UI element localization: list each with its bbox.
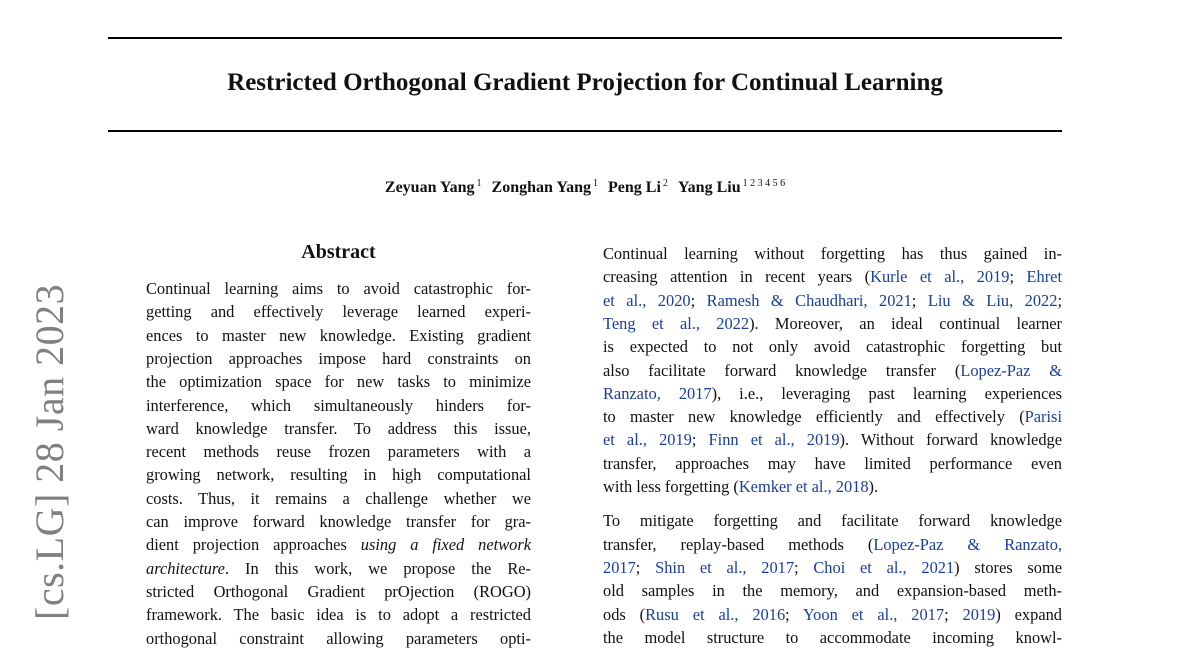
text-run: ). Without forward knowledge xyxy=(839,430,1062,450)
citation-link[interactable]: Ramesh & Chaudhari, 2021 xyxy=(706,290,912,310)
citation-link[interactable]: Ranzato, 2017 xyxy=(603,383,712,403)
text-run: To mitigate forgetting and facilitate forward knowledge xyxy=(603,511,1062,531)
text-run: ; xyxy=(944,604,963,624)
text-run: creasing attention in recent years ( xyxy=(603,267,871,287)
text-line xyxy=(146,347,531,370)
text-run: costs. Thus, it remains a challenge whether we xyxy=(146,488,531,508)
text-run: recent methods reuse frozen parameters with a xyxy=(146,442,531,462)
citation-link[interactable]: Shin et al., 2017 xyxy=(655,557,795,577)
emphasis-text: architecture xyxy=(146,558,225,578)
text-run: also facilitate forward knowledge transfer ( xyxy=(603,360,961,380)
text-run: ; xyxy=(794,557,814,577)
text-line xyxy=(146,370,531,393)
text-run: getting and effectively leverage learned experi- xyxy=(146,302,531,322)
arxiv-stamp: [cs.LG] 28 Jan 2023 xyxy=(27,283,72,620)
text-run: transfer, approaches may have limited performance even xyxy=(603,453,1062,473)
title-top-rule xyxy=(108,37,1062,39)
citation-link[interactable]: Parisi xyxy=(1024,407,1062,427)
text-run: framework. The basic idea is to adopt a restricted xyxy=(146,605,531,625)
text-run: is expected to not only avoid catastrophic forgetting but xyxy=(603,337,1062,357)
text-run: stricted Orthogonal Gradient prOjection (ROGO) xyxy=(146,581,531,601)
text-line xyxy=(146,487,531,510)
citation-link[interactable]: Kemker et al., 2018 xyxy=(738,477,869,496)
text-line xyxy=(603,265,1062,288)
abstract-heading: Abstract xyxy=(301,241,376,263)
text-line xyxy=(603,359,1062,382)
citation-link[interactable]: Kurle et al., 2019 xyxy=(870,267,1010,287)
text-line xyxy=(146,277,531,300)
text-run: ; xyxy=(1057,290,1062,310)
text-run: projection approaches impose hard constraints on xyxy=(146,348,531,368)
text-line xyxy=(146,580,531,603)
citation-link[interactable]: Teng et al., 2022 xyxy=(603,313,750,333)
text-run: Continual learning aims to avoid catastrophic for- xyxy=(146,279,531,298)
text-run: ). Moreover, an ideal continual learner xyxy=(749,313,1063,333)
text-run: ences to master new knowledge. Existing gradient xyxy=(146,325,531,345)
text-run: ; xyxy=(1009,267,1027,287)
text-run: ods ( xyxy=(603,604,646,624)
text-line xyxy=(603,312,1062,335)
text-run: ), i.e., leveraging past learning experiences xyxy=(711,383,1062,403)
text-line xyxy=(146,510,531,533)
text-line xyxy=(603,509,1062,532)
text-line xyxy=(146,440,531,463)
citation-link[interactable]: Choi et al., 2021 xyxy=(813,557,955,577)
text-line xyxy=(603,475,1062,498)
text-line xyxy=(603,289,1062,312)
text-run: to master new knowledge efficiently and effectively ( xyxy=(603,407,1025,427)
text-run: ward knowledge transfer. To address this issue, xyxy=(146,418,531,438)
author-affiliation: 1 xyxy=(476,178,482,189)
text-run: can improve forward knowledge transfer for gra- xyxy=(146,512,531,531)
text-line xyxy=(603,579,1062,602)
citation-link[interactable]: Yoon et al., 2017 xyxy=(802,604,945,624)
text-run: the model structure to accommodate incoming knowl- xyxy=(603,627,1062,647)
text-line xyxy=(603,335,1062,358)
author-affiliation: 1 xyxy=(593,178,598,189)
author-affiliation: 1 2 3 4 5 6 xyxy=(742,178,786,189)
text-line xyxy=(603,405,1062,428)
text-line xyxy=(603,452,1062,475)
text-run: ) stores some xyxy=(954,557,1062,577)
text-line xyxy=(146,300,531,323)
text-line xyxy=(603,603,1062,626)
text-run: interference, which simultaneously hinders for- xyxy=(146,395,531,415)
text-run: ) expand xyxy=(995,604,1062,624)
citation-link[interactable]: Ehret xyxy=(1026,267,1062,287)
text-line xyxy=(146,394,531,417)
citation-link[interactable]: 2019 xyxy=(962,604,996,624)
paper-title: Restricted Orthogonal Gradient Projection for Continual Learning xyxy=(227,69,943,96)
citation-link[interactable]: Rusu et al., 2016 xyxy=(645,604,786,624)
text-line xyxy=(603,242,1062,265)
citation-link[interactable]: Lopez-Paz & xyxy=(960,360,1062,380)
text-line xyxy=(146,603,531,626)
citation-link[interactable]: Liu & Liu, 2022 xyxy=(927,290,1058,310)
author-name: Peng Li $^2$ xyxy=(608,178,668,196)
text-line xyxy=(146,627,531,650)
text-line xyxy=(603,626,1062,649)
text-run: ). xyxy=(868,477,879,496)
text-line xyxy=(146,557,531,580)
title-bottom-rule xyxy=(108,130,1062,132)
author-list xyxy=(108,172,1062,200)
text-line xyxy=(603,428,1062,451)
text-run: old samples in the memory, and expansion-based meth- xyxy=(603,581,1062,601)
citation-link[interactable]: et al., 2020 xyxy=(603,290,691,310)
text-run: transfer, replay-based methods ( xyxy=(603,534,874,554)
text-line xyxy=(146,533,531,556)
text-line xyxy=(603,533,1062,556)
text-line xyxy=(146,324,531,347)
citation-link[interactable]: Lopez-Paz & Ranzato, xyxy=(873,534,1062,554)
citation-link[interactable]: Finn et al., 2019 xyxy=(708,430,840,450)
text-run: ; xyxy=(635,557,656,577)
citation-link[interactable]: et al., 2019 xyxy=(603,430,692,450)
text-line xyxy=(603,382,1062,405)
emphasis-text: using a fixed network xyxy=(360,535,531,555)
text-run: with less forgetting ( xyxy=(603,477,739,496)
author-name: Yang Liu $^{1 2 3 4 5 6}$ xyxy=(677,178,786,196)
text-run: ; xyxy=(911,290,928,310)
text-run: dient projection approaches xyxy=(146,535,361,555)
author-name: Zeyuan Yang $^1$ xyxy=(384,178,482,196)
text-run: ; xyxy=(691,430,709,450)
text-run: orthogonal constraint allowing parameters opti- xyxy=(146,628,531,648)
text-run: . In this work, we propose the Re- xyxy=(224,558,531,578)
text-run: growing network, resulting in high computational xyxy=(146,465,531,485)
text-run: ; xyxy=(785,604,803,624)
citation-link[interactable]: 2017 xyxy=(603,557,636,577)
author-affiliation: 2 xyxy=(662,178,668,189)
author-name: Zonghan Yang $^1$ xyxy=(491,178,598,196)
text-line xyxy=(146,463,531,486)
text-run: Continual learning without forgetting has thus gained in- xyxy=(603,244,1062,263)
text-line xyxy=(603,556,1062,579)
text-run: the optimization space for new tasks to minimize xyxy=(146,372,531,392)
text-line xyxy=(146,417,531,440)
text-run: ; xyxy=(690,290,707,310)
